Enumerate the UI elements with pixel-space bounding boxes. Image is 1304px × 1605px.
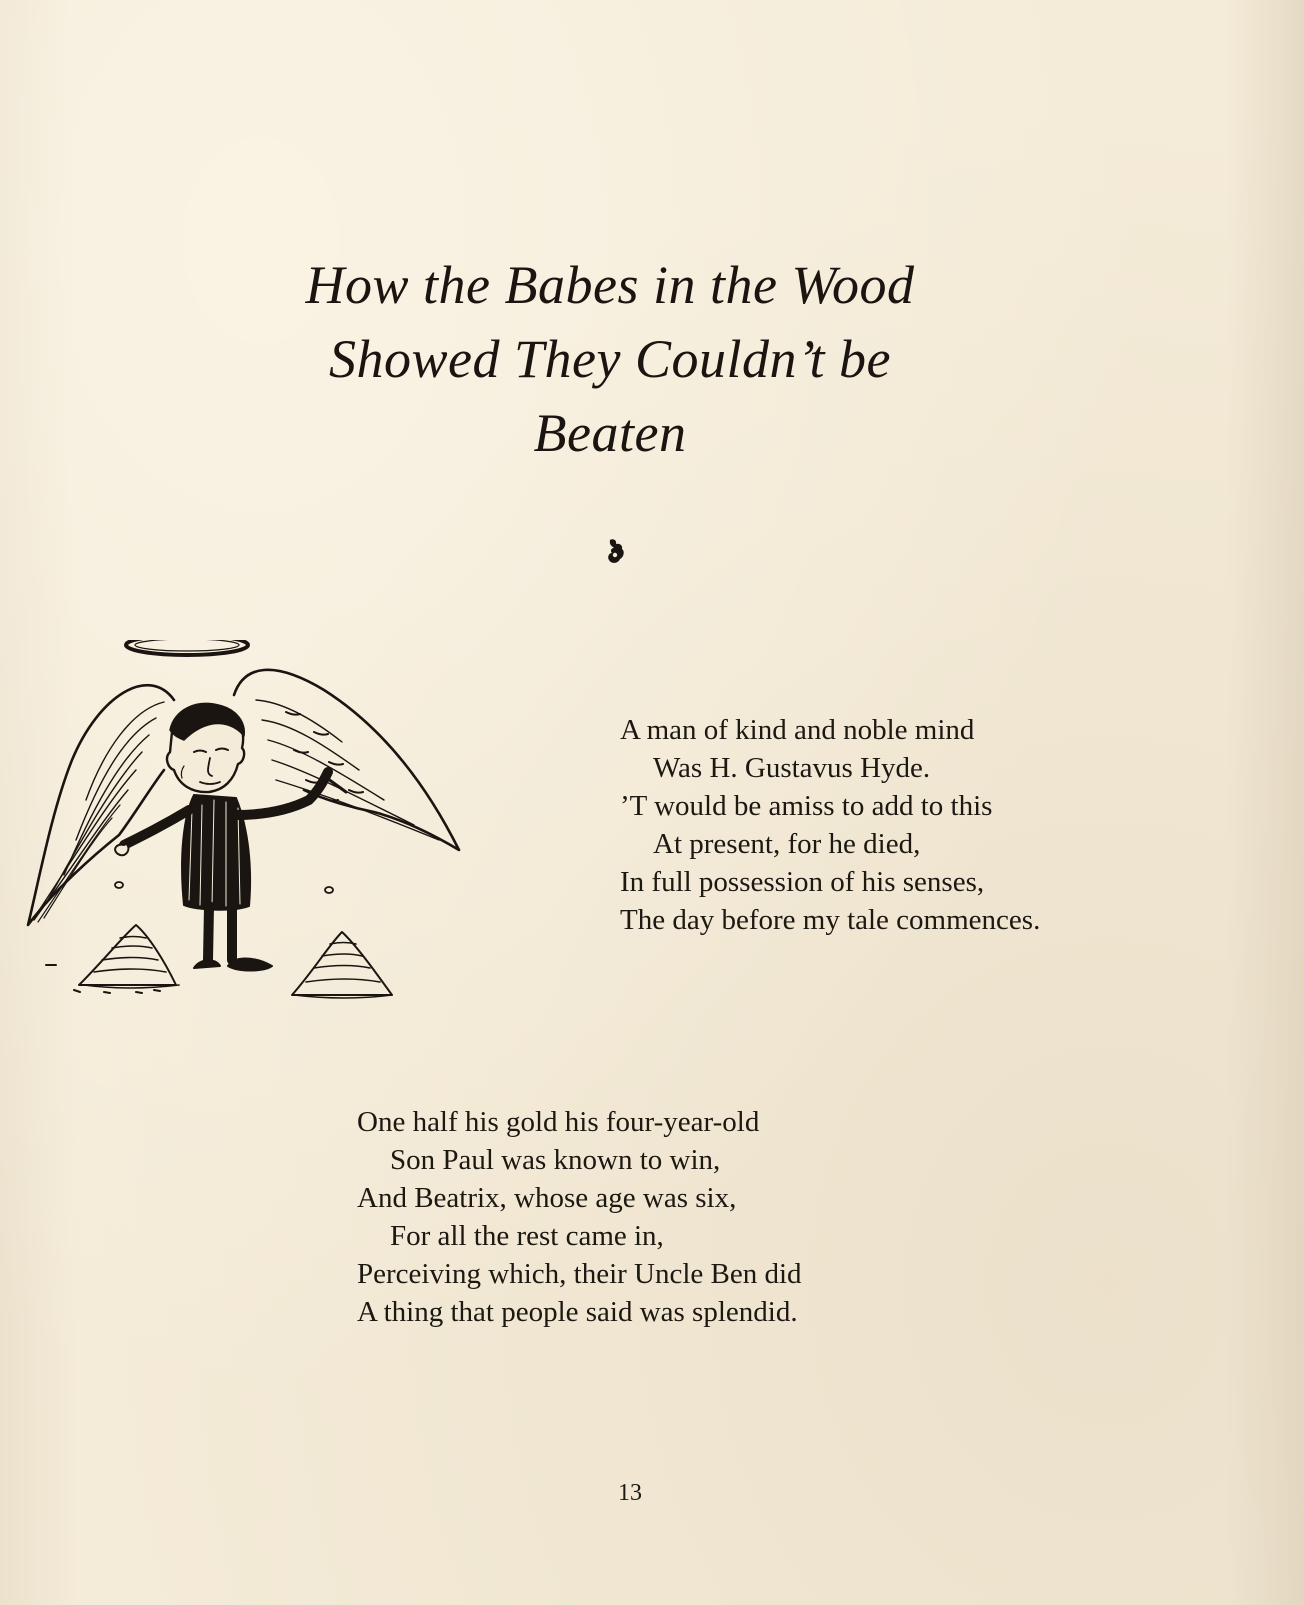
left-wing-icon — [28, 685, 174, 925]
stanza-2 — [357, 1103, 802, 1331]
page-number: 13 — [618, 1480, 642, 1506]
verse-line: ’T would be amiss to add to this — [620, 790, 993, 822]
verse-line: Perceiving which, their Uncle Ben did — [357, 1258, 802, 1290]
verse-line: At present, for he died, — [653, 828, 921, 860]
verse-line: A thing that people said was splendid. — [357, 1296, 798, 1328]
fleuron-icon — [604, 537, 626, 565]
head-icon — [167, 703, 244, 792]
verse-line: In full possession of his senses, — [620, 866, 985, 898]
verse-line: A man of kind and noble mind — [620, 714, 975, 746]
halo-icon — [126, 640, 248, 655]
title-line: How the Babes in the Wood — [305, 255, 915, 315]
verse-line: And Beatrix, whose age was six, — [357, 1182, 737, 1214]
verse-line: The day before my tale commences. — [620, 904, 1041, 936]
verse-line: For all the rest came in, — [390, 1220, 664, 1252]
gold-pile-right-icon — [292, 932, 392, 998]
verse-line: Son Paul was known to win, — [390, 1144, 721, 1176]
right-wing-icon — [234, 670, 459, 850]
title-line: Showed They Couldn’t be — [329, 329, 891, 389]
angel-illustration — [24, 640, 474, 1030]
gold-pile-left-icon — [46, 925, 179, 993]
verse-line: One half his gold his four-year-old — [357, 1106, 760, 1138]
title-line: Beaten — [533, 403, 687, 463]
stanza-1 — [620, 711, 1040, 939]
verse-line: Was H. Gustavus Hyde. — [653, 752, 931, 784]
poem-title — [250, 248, 970, 470]
